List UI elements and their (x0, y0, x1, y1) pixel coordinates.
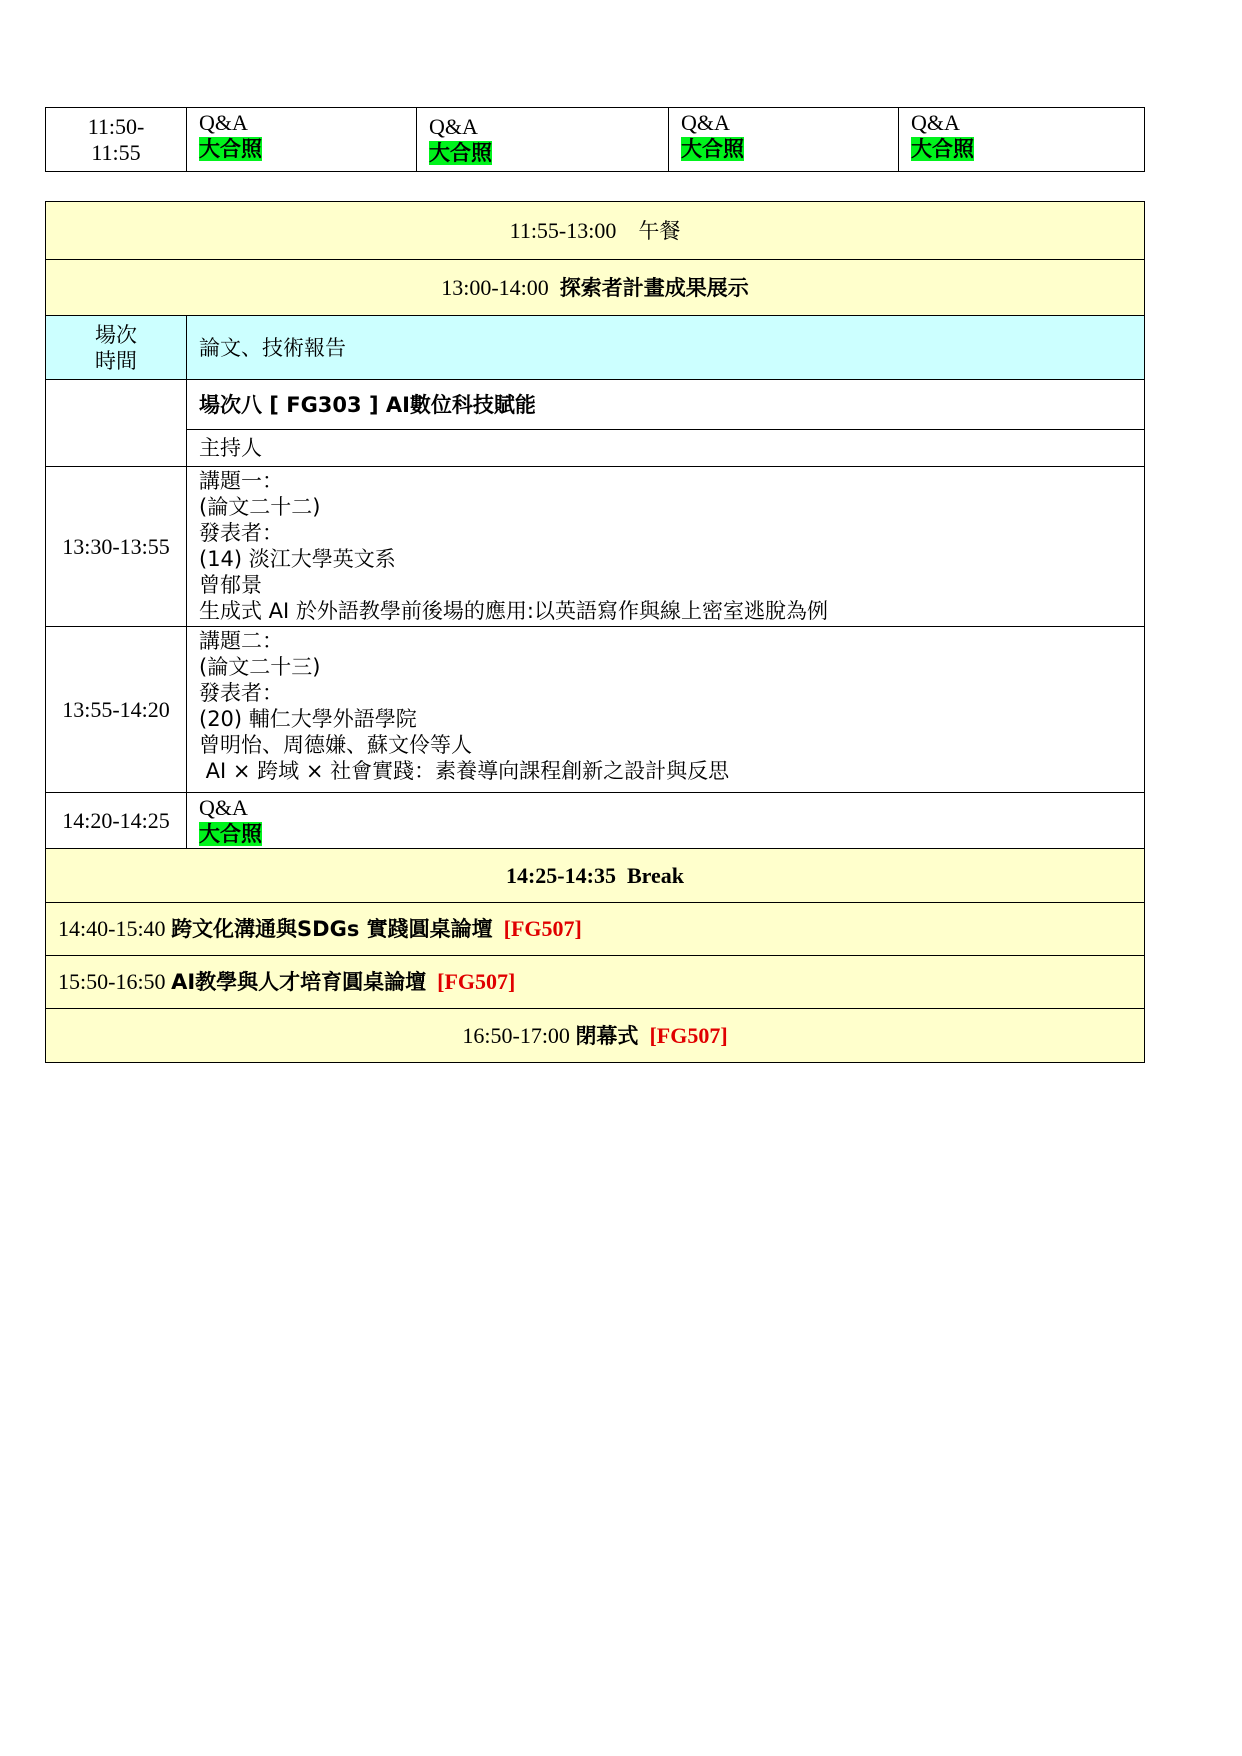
talk-line: 發表者： (199, 681, 283, 705)
qa-label: Q&A (911, 110, 960, 135)
qa-label: Q&A (681, 110, 730, 135)
talk-line: (20) 輔仁大學外語學院 (199, 707, 417, 731)
lunch-row (46, 202, 1145, 260)
main-schedule-table (45, 201, 1145, 1063)
talk-line: (論文二十二) (199, 495, 321, 519)
talk-time: 13:55-14:20 (46, 627, 187, 793)
qa-label: Q&A (199, 110, 248, 135)
header-session-time (46, 316, 187, 380)
forum-label: 跨文化溝通與SDGs 實踐圓桌論壇 (171, 917, 493, 941)
closing-label: 閉幕式 (575, 1023, 639, 1048)
time-line: 11:50- (87, 113, 145, 139)
talk-details (187, 467, 1145, 627)
header-label: 時間 (95, 348, 137, 373)
talk-line: 發表者： (199, 521, 283, 545)
qa-label: Q&A (199, 795, 248, 820)
talk-line: (論文二十三) (199, 655, 321, 679)
talk-line: AI × 跨域 × 社會實踐：素養導向課程創新之設計與反思 (199, 759, 730, 783)
empty-time-cell (46, 380, 187, 467)
closing-cell (46, 1009, 1145, 1063)
talk-line: 曾明怡、周德嫌、蘇文伶等人 (199, 733, 472, 757)
qa-cell (669, 108, 899, 172)
time-cell (46, 108, 187, 172)
qa-label: Q&A (429, 114, 478, 139)
session-title-row (46, 380, 1145, 430)
explorer-time: 13:00-14:00 (441, 274, 549, 300)
header-label: 場次 (95, 322, 137, 347)
header-papers: 論文、技術報告 (187, 316, 1145, 380)
explorer-cell (46, 260, 1145, 316)
closing-row (46, 1009, 1145, 1063)
session-title: 場次八 [ FG303 ] AI數位科技賦能 (187, 380, 1145, 430)
lunch-cell (46, 202, 1145, 260)
qa-cell (417, 108, 669, 172)
talk-line: 講題一： (199, 469, 283, 493)
group-photo-label: 大合照 (199, 822, 262, 846)
talk-line: 講題二： (199, 629, 283, 653)
forum-cell (46, 903, 1145, 956)
explorer-row (46, 260, 1145, 316)
forum-row (46, 903, 1145, 956)
talk-line: 曾郁景 (199, 573, 262, 597)
talk-line: (14) 淡江大學英文系 (199, 547, 396, 571)
talk-row (46, 467, 1145, 627)
break-row (46, 849, 1145, 903)
room-label: [FG507] (503, 916, 582, 941)
qa-cell (187, 108, 417, 172)
group-photo-label: 大合照 (681, 137, 744, 161)
top-schedule-row-table (45, 107, 1145, 172)
group-photo-label: 大合照 (199, 137, 262, 161)
qa-cell (899, 108, 1145, 172)
room-label: [FG507] (649, 1022, 728, 1048)
closing-time: 16:50-17:00 (462, 1022, 570, 1048)
group-photo-label: 大合照 (429, 141, 492, 165)
forum-time: 14:40-15:40 (58, 916, 166, 941)
lunch-label: 午餐 (638, 218, 681, 243)
lunch-time: 11:55-13:00 (509, 217, 617, 243)
qa-row (46, 793, 1145, 849)
forum-row (46, 956, 1145, 1009)
group-photo-label: 大合照 (911, 137, 974, 161)
talk-line: 生成式 AI 於外語教學前後場的應用:以英語寫作與線上密室逃脫為例 (199, 599, 828, 623)
qa-cell (187, 793, 1145, 849)
forum-time: 15:50-16:50 (58, 969, 166, 994)
qa-time: 14:20-14:25 (46, 793, 187, 849)
forum-cell (46, 956, 1145, 1009)
break-label: 14:25-14:35 Break (46, 849, 1145, 903)
host-row (46, 430, 1145, 467)
explorer-label: 探索者計畫成果展示 (559, 275, 749, 300)
time-line: 11:55 (91, 139, 141, 165)
header-row (46, 316, 1145, 380)
table-row (46, 108, 1145, 172)
talk-row (46, 627, 1145, 793)
forum-label: AI教學與人才培育圓桌論壇 (171, 970, 427, 994)
talk-time: 13:30-13:55 (46, 467, 187, 627)
talk-details (187, 627, 1145, 793)
host-label: 主持人 (187, 430, 1145, 467)
room-label: [FG507] (437, 969, 516, 994)
